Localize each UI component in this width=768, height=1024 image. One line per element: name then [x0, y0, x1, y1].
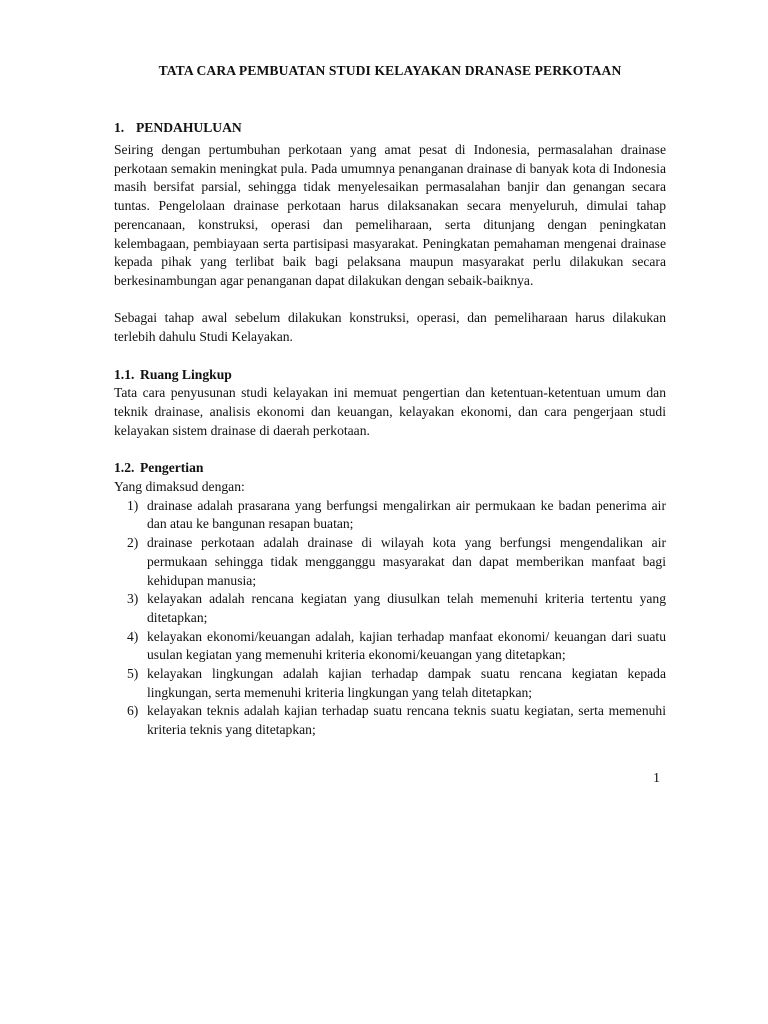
list-item-text: kelayakan lingkungan adalah kajian terhadap dampak suatu rencana kegiatan kepada lingkungan, serta memenuhi kriteria lingkungan yang telah ditetapkan; [147, 666, 666, 700]
list-marker: 3) [127, 591, 139, 607]
subsection-number: 1.2. [114, 460, 135, 476]
subsection-title: Pengertian [140, 460, 204, 476]
page-number: 1 [653, 771, 660, 786]
section-heading-pendahuluan [114, 119, 666, 137]
list-marker: 4) [127, 628, 139, 644]
list-marker: 5) [127, 666, 139, 682]
list-item [114, 534, 666, 590]
subsection-heading-pengertian [114, 459, 666, 478]
subsection-heading-ruang-lingkup [114, 366, 666, 385]
list-item [114, 665, 666, 702]
list-item [114, 702, 666, 739]
list-item-text: kelayakan teknis adalah kajian terhadap suatu rencana teknis suatu kegiatan, serta memenuhi kriteria teknis yang ditetapkan; [147, 703, 666, 738]
list-item [114, 497, 666, 534]
definitions-intro: Yang dimaksud dengan: [114, 479, 245, 495]
section-number: 1. [114, 120, 125, 135]
document-page [114, 62, 666, 740]
list-marker: 1) [127, 497, 139, 513]
list-item [114, 590, 666, 627]
document-title: TATA CARA PEMBUATAN STUDI KELAYAKAN DRANASE PERKOTAAN [158, 63, 622, 78]
list-marker: 2) [127, 535, 139, 551]
list-item [114, 628, 666, 665]
definitions-list [114, 497, 666, 740]
list-item-text: drainase adalah prasarana yang berfungsi mengalirkan air permukaan ke badan penerima air dan atau ke bangunan resapan buatan; [147, 497, 666, 532]
subsection-number: 1.1. [114, 366, 135, 382]
list-item-text: kelayakan adalah rencana kegiatan yang diusulkan telah memenuhi kriteria tertentu yang ditetapkan; [147, 591, 666, 625]
section-title: PENDAHULUAN [136, 120, 242, 135]
list-item-text: drainase perkotaan adalah drainase di wilayah kota yang berfungsi mengendalikan air permukaan sehingga tidak mengganggu masyarakat dan dapat memberikan manfaat bagi kehidupan manusia; [147, 535, 666, 588]
feasibility-paragraph: Sebagai tahap awal sebelum dilakukan konstruksi, operasi, dan pemeliharaan harus dilakukan terlebih dahulu Studi Kelayakan. [114, 310, 666, 344]
scope-paragraph: Tata cara penyusunan studi kelayakan ini memuat pengertian dan ketentuan-ketentuan umum dan teknik drainase, analisis ekonomi dan keuangan, kelayakan ekonomi, dan cara pengerjaan studi kelayakan sistem drainase di daerah perkotaan. [114, 385, 666, 438]
intro-paragraph: Seiring dengan pertumbuhan perkotaan yang amat pesat di Indonesia, permasalahan drainase perkotaan semakin meningkat pula. Pada umumnya penanganan drainase di banyak kota di Indonesia masih bersifat parsial, sehingga tidak menyelesaikan permasalahan banjir dan genangan secara tuntas. Pengelolaan drainase perkotaan harus dilaksanakan secara menyeluruh, dimulai tahap perencanaan, konstruksi, operasi dan pemeliharaan, serta ditunjang dengan peningkatan kelembagaan, pembiayaan serta partisipasi masyarakat. Peningkatan pemahaman mengenai drainase kepada pihak yang terlibat baik bagi pelaksana maupun masyarakat perlu dilakukan secara berkesinambungan agar penanganan dapat dilakukan dengan sebaik-baiknya. [114, 142, 666, 288]
list-item-text: kelayakan ekonomi/keuangan adalah, kajian terhadap manfaat ekonomi/ keuangan dari suatu usulan kegiatan yang memenuhi kriteria ekonomi/keuangan yang ditetapkan; [147, 628, 666, 663]
subsection-title: Ruang Lingkup [140, 366, 232, 382]
list-marker: 6) [127, 703, 139, 719]
